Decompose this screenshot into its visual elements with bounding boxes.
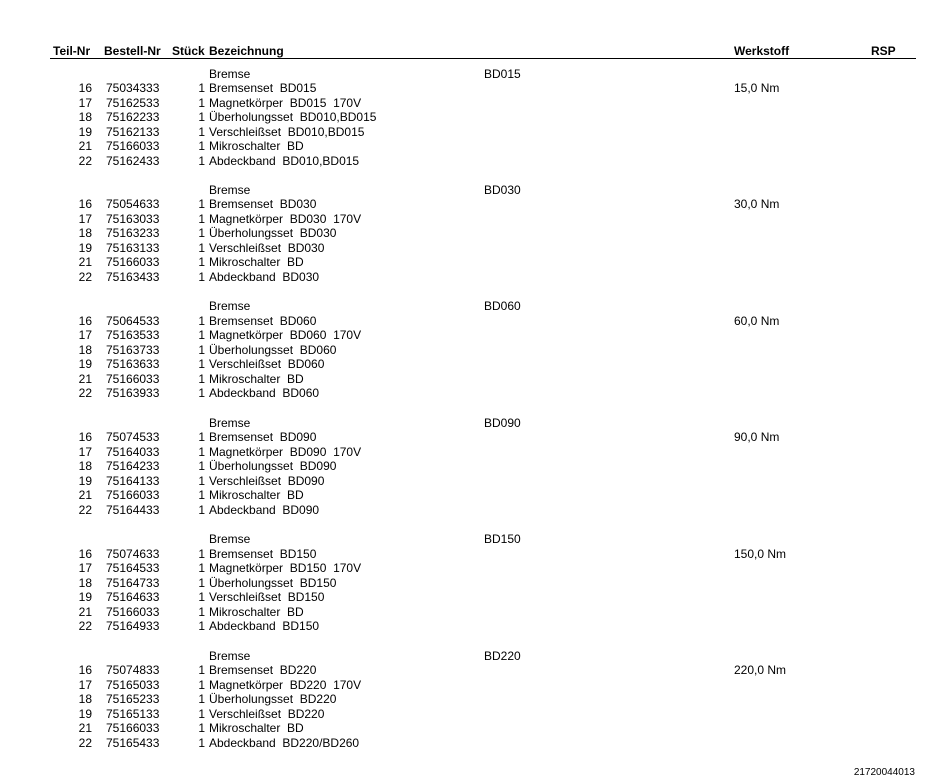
stueck-cell: 1: [198, 604, 205, 619]
werkstoff-torque: 60,0 Nm: [734, 313, 780, 328]
bezeichnung-cell: Magnetkörper BD030 170V: [209, 211, 362, 226]
group-title: Bremse: [209, 66, 251, 81]
table-row: [0, 561, 950, 576]
teil-nr-cell: 18: [78, 575, 92, 590]
bestell-nr-cell: 75166033: [106, 488, 160, 503]
bezeichnung-cell: Magnetkörper BD015 170V: [209, 95, 362, 110]
teil-nr-cell: 22: [78, 502, 92, 517]
bestell-nr-cell: 75074533: [106, 430, 160, 445]
bestell-nr-cell: 75166033: [106, 604, 160, 619]
teil-nr-cell: 22: [78, 269, 92, 284]
bestell-nr-cell: 75166033: [106, 139, 160, 153]
bezeichnung-cell: Verschleißset BD220: [209, 706, 325, 721]
table-row: [0, 255, 950, 270]
stueck-cell: 1: [198, 81, 205, 95]
bezeichnung-cell: Verschleißset BD060: [209, 357, 325, 372]
group-title: Bremse: [209, 648, 251, 663]
group-title: Bremse: [209, 299, 251, 314]
table-row: [0, 139, 950, 154]
teil-nr-cell: 21: [78, 604, 92, 619]
part-group: [0, 416, 950, 518]
group-type: BD090: [484, 415, 521, 430]
bezeichnung-cell: Bremsenset BD150: [209, 546, 317, 561]
stueck-cell: 1: [198, 269, 205, 284]
bezeichnung-cell: Magnetkörper BD060 170V: [209, 328, 362, 343]
table-row: [0, 110, 950, 125]
header-teil-nr: Teil-Nr: [53, 44, 91, 58]
table-row: [0, 125, 950, 140]
table-row: [0, 721, 950, 736]
part-group: [0, 299, 950, 401]
teil-nr-cell: 21: [78, 139, 92, 153]
bestell-nr-cell: 75164433: [106, 502, 160, 517]
table-row: [0, 328, 950, 343]
stueck-cell: 1: [198, 124, 205, 139]
bezeichnung-cell: Mikroschalter BD: [209, 604, 304, 619]
table-row: [0, 270, 950, 285]
werkstoff-torque: 150,0 Nm: [734, 546, 787, 561]
bezeichnung-cell: Verschleißset BD150: [209, 590, 325, 605]
group-type: BD150: [484, 532, 521, 547]
bestell-nr-cell: 75163133: [106, 240, 160, 255]
teil-nr-cell: 19: [78, 706, 92, 721]
group-type: BD030: [484, 182, 521, 197]
bezeichnung-cell: Bremsenset BD060: [209, 313, 317, 328]
bestell-nr-cell: 75163433: [106, 269, 160, 284]
bestell-nr-cell: 75164933: [106, 619, 160, 634]
teil-nr-cell: 17: [78, 444, 92, 459]
group-title-row: [0, 67, 950, 82]
teil-nr-cell: 17: [78, 677, 92, 692]
werkstoff-torque: 90,0 Nm: [734, 430, 780, 445]
group-title-row: [0, 532, 950, 547]
stueck-cell: 1: [198, 386, 205, 401]
teil-nr-cell: 19: [78, 590, 92, 605]
stueck-cell: 1: [198, 444, 205, 459]
table-row: [0, 154, 950, 169]
table-row: [0, 445, 950, 460]
teil-nr-cell: 19: [78, 240, 92, 255]
teil-nr-cell: 21: [78, 721, 92, 735]
table-row: [0, 343, 950, 358]
bestell-nr-cell: 75164633: [106, 590, 160, 605]
header-werkstoff: Werkstoff: [734, 44, 790, 58]
bestell-nr-cell: 75162233: [106, 110, 160, 124]
bestell-nr-cell: 75163733: [106, 342, 160, 357]
part-group: [0, 649, 950, 751]
bezeichnung-cell: Überholungsset BD090: [209, 459, 337, 474]
table-row: [0, 547, 950, 562]
bestell-nr-cell: 75164733: [106, 575, 160, 590]
bestell-nr-cell: 75165233: [106, 692, 160, 706]
werkstoff-torque: 220,0 Nm: [734, 663, 787, 677]
stueck-cell: 1: [198, 110, 205, 124]
bestell-nr-cell: 75034333: [106, 81, 160, 95]
bestell-nr-cell: 75163933: [106, 386, 160, 401]
table-row: [0, 736, 950, 751]
bestell-nr-cell: 75163233: [106, 226, 160, 241]
bezeichnung-cell: Mikroschalter BD: [209, 721, 304, 735]
bestell-nr-cell: 75165133: [106, 706, 160, 721]
stueck-cell: 1: [198, 735, 205, 750]
bezeichnung-cell: Mikroschalter BD: [209, 139, 304, 153]
teil-nr-cell: 19: [78, 124, 92, 139]
stueck-cell: 1: [198, 677, 205, 692]
table-row: [0, 314, 950, 329]
group-type: BD015: [484, 66, 521, 81]
bezeichnung-cell: Magnetkörper BD220 170V: [209, 677, 362, 692]
part-group: [0, 532, 950, 634]
teil-nr-cell: 17: [78, 95, 92, 110]
header-divider: [50, 58, 916, 59]
bezeichnung-cell: Magnetkörper BD150 170V: [209, 561, 362, 576]
teil-nr-cell: 18: [78, 110, 92, 124]
teil-nr-cell: 21: [78, 371, 92, 386]
table-row: [0, 605, 950, 620]
bestell-nr-cell: 75162433: [106, 153, 160, 168]
stueck-cell: 1: [198, 590, 205, 605]
part-group: [0, 67, 950, 169]
table-row: [0, 663, 950, 678]
stueck-cell: 1: [198, 473, 205, 488]
table-row: [0, 372, 950, 387]
bezeichnung-cell: Bremsenset BD090: [209, 430, 317, 445]
table-row: [0, 474, 950, 489]
group-title-row: [0, 416, 950, 431]
werkstoff-torque: 15,0 Nm: [734, 81, 780, 95]
teil-nr-cell: 19: [78, 357, 92, 372]
stueck-cell: 1: [198, 561, 205, 576]
teil-nr-cell: 21: [78, 488, 92, 503]
bestell-nr-cell: 75164133: [106, 473, 160, 488]
table-row: [0, 96, 950, 111]
bestell-nr-cell: 75164533: [106, 561, 160, 576]
stueck-cell: 1: [198, 619, 205, 634]
table-row: [0, 678, 950, 693]
bezeichnung-cell: Magnetkörper BD090 170V: [209, 444, 362, 459]
teil-nr-cell: 16: [78, 430, 92, 445]
bezeichnung-cell: Mikroschalter BD: [209, 488, 304, 503]
bestell-nr-cell: 75074833: [106, 663, 160, 677]
bezeichnung-cell: Bremsenset BD220: [209, 663, 317, 677]
bezeichnung-cell: Abdeckband BD090: [209, 502, 320, 517]
bestell-nr-cell: 75162533: [106, 95, 160, 110]
bezeichnung-cell: Abdeckband BD030: [209, 269, 320, 284]
stueck-cell: 1: [198, 430, 205, 445]
teil-nr-cell: 18: [78, 459, 92, 474]
stueck-cell: 1: [198, 342, 205, 357]
bezeichnung-cell: Überholungsset BD010,BD015: [209, 110, 377, 124]
teil-nr-cell: 16: [78, 197, 92, 212]
bezeichnung-cell: Bremsenset BD030: [209, 197, 317, 212]
group-title-row: [0, 299, 950, 314]
table-row: [0, 212, 950, 227]
part-group: [0, 183, 950, 285]
teil-nr-cell: 18: [78, 342, 92, 357]
bestell-nr-cell: 75162133: [106, 124, 160, 139]
group-type: BD220: [484, 648, 521, 663]
bezeichnung-cell: Überholungsset BD150: [209, 575, 337, 590]
group-title: Bremse: [209, 415, 251, 430]
teil-nr-cell: 18: [78, 226, 92, 241]
stueck-cell: 1: [198, 357, 205, 372]
stueck-cell: 1: [198, 153, 205, 168]
header-bezeichnung: Bezeichnung: [209, 44, 284, 58]
group-title-row: [0, 649, 950, 664]
bestell-nr-cell: 75163033: [106, 211, 160, 226]
stueck-cell: 1: [198, 197, 205, 212]
werkstoff-torque: 30,0 Nm: [734, 197, 780, 212]
bezeichnung-cell: Verschleißset BD010,BD015: [209, 124, 365, 139]
table-row: [0, 576, 950, 591]
bestell-nr-cell: 75064533: [106, 313, 160, 328]
bezeichnung-cell: Abdeckband BD150: [209, 619, 320, 634]
teil-nr-cell: 21: [78, 255, 92, 270]
document-number: 21720044013: [853, 767, 915, 778]
stueck-cell: 1: [198, 313, 205, 328]
stueck-cell: 1: [198, 95, 205, 110]
bezeichnung-cell: Bremsenset BD015: [209, 81, 317, 95]
bezeichnung-cell: Verschleißset BD090: [209, 473, 325, 488]
teil-nr-cell: 16: [78, 546, 92, 561]
stueck-cell: 1: [198, 226, 205, 241]
teil-nr-cell: 22: [78, 153, 92, 168]
group-title: Bremse: [209, 182, 251, 197]
bezeichnung-cell: Überholungsset BD220: [209, 692, 337, 706]
teil-nr-cell: 17: [78, 328, 92, 343]
stueck-cell: 1: [198, 240, 205, 255]
stueck-cell: 1: [198, 371, 205, 386]
bestell-nr-cell: 75164033: [106, 444, 160, 459]
bestell-nr-cell: 75165433: [106, 735, 160, 750]
table-row: [0, 241, 950, 256]
bezeichnung-cell: Überholungsset BD030: [209, 226, 337, 241]
group-type: BD060: [484, 299, 521, 314]
teil-nr-cell: 16: [78, 81, 92, 95]
table-row: [0, 503, 950, 518]
stueck-cell: 1: [198, 663, 205, 677]
table-row: [0, 590, 950, 605]
bestell-nr-cell: 75054633: [106, 197, 160, 212]
stueck-cell: 1: [198, 692, 205, 706]
table-row: [0, 226, 950, 241]
table-row: [0, 357, 950, 372]
stueck-cell: 1: [198, 488, 205, 503]
bestell-nr-cell: 75166033: [106, 721, 160, 735]
bezeichnung-cell: Verschleißset BD030: [209, 240, 325, 255]
bestell-nr-cell: 75165033: [106, 677, 160, 692]
stueck-cell: 1: [198, 706, 205, 721]
bestell-nr-cell: 75166033: [106, 255, 160, 270]
teil-nr-cell: 17: [78, 561, 92, 576]
stueck-cell: 1: [198, 139, 205, 153]
header-rsp: RSP: [871, 44, 896, 58]
bezeichnung-cell: Überholungsset BD060: [209, 342, 337, 357]
bezeichnung-cell: Mikroschalter BD: [209, 371, 304, 386]
bestell-nr-cell: 75164233: [106, 459, 160, 474]
bezeichnung-cell: Abdeckband BD220/BD260: [209, 735, 360, 750]
bestell-nr-cell: 75163633: [106, 357, 160, 372]
stueck-cell: 1: [198, 211, 205, 226]
bestell-nr-cell: 75163533: [106, 328, 160, 343]
group-title: Bremse: [209, 532, 251, 547]
table-row: [0, 619, 950, 634]
bestell-nr-cell: 75166033: [106, 371, 160, 386]
table-row: [0, 692, 950, 707]
table-row: [0, 430, 950, 445]
table-row: [0, 488, 950, 503]
stueck-cell: 1: [198, 546, 205, 561]
stueck-cell: 1: [198, 575, 205, 590]
header-stueck: Stück: [172, 44, 205, 58]
group-title-row: [0, 183, 950, 198]
teil-nr-cell: 16: [78, 663, 92, 677]
teil-nr-cell: 18: [78, 692, 92, 706]
teil-nr-cell: 17: [78, 211, 92, 226]
teil-nr-cell: 22: [78, 735, 92, 750]
stueck-cell: 1: [198, 721, 205, 735]
teil-nr-cell: 19: [78, 473, 92, 488]
stueck-cell: 1: [198, 459, 205, 474]
table-row: [0, 386, 950, 401]
teil-nr-cell: 16: [78, 313, 92, 328]
table-row: [0, 197, 950, 212]
teil-nr-cell: 22: [78, 386, 92, 401]
header-bestell-nr: Bestell-Nr: [104, 44, 161, 58]
stueck-cell: 1: [198, 328, 205, 343]
table-row: [0, 459, 950, 474]
stueck-cell: 1: [198, 502, 205, 517]
bezeichnung-cell: Abdeckband BD010,BD015: [209, 153, 360, 168]
bezeichnung-cell: Abdeckband BD060: [209, 386, 320, 401]
bezeichnung-cell: Mikroschalter BD: [209, 255, 304, 270]
bestell-nr-cell: 75074633: [106, 546, 160, 561]
stueck-cell: 1: [198, 255, 205, 270]
teil-nr-cell: 22: [78, 619, 92, 634]
table-row: [0, 707, 950, 722]
table-row: [0, 81, 950, 96]
